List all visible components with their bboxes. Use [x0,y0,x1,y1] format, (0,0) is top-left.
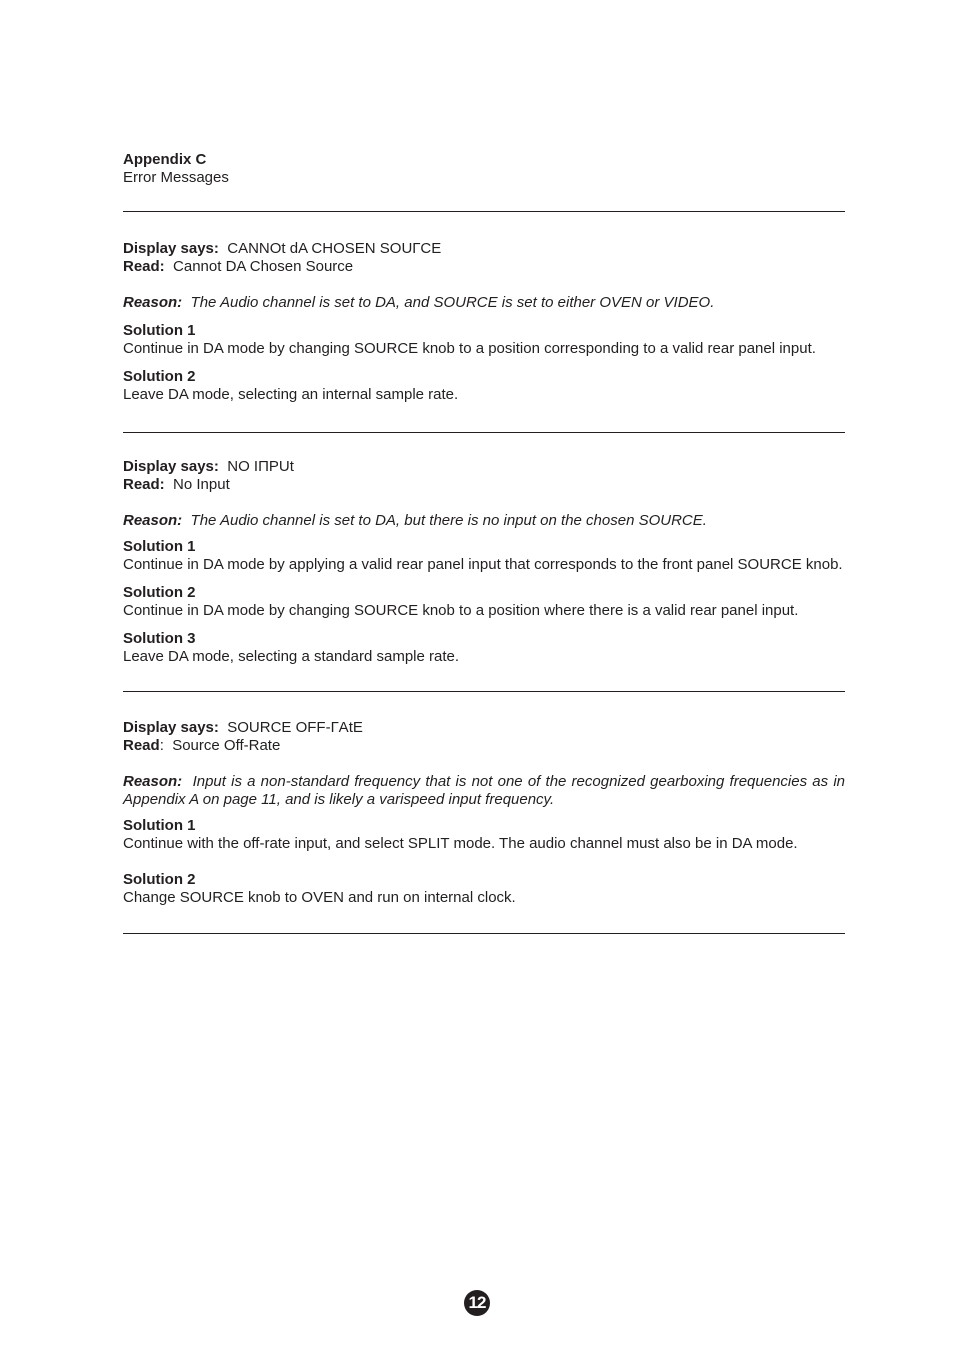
appendix-header [123,151,845,187]
error-entry-no-input [123,458,845,666]
read-label: Read: [123,258,165,275]
display-text: NO IПPUt [227,458,294,475]
display-says-label: Display says: [123,719,219,736]
error-entry-source-off-rate: Display says: SOURCE OFF-ГAtE Read: Source Off-Rate Reason: Input is a non-standard frequency that is not one of the recognized gearboxing frequencies as in Appendix A on page 11, and is likely a varispeed input frequency. Solution 1 Continue with the off-rate input, and select SPLIT mode. The audio channel must also be in DA mode. Solution 2 Change SOURCE knob to OVEN and run on internal clock. [123,719,845,906]
solution-text: Continue with the off-rate input, and select SPLIT mode. The audio channel must also be in DA mode. [123,835,798,852]
display-says-label: Display says: [123,458,219,475]
solution-title: Solution 1 [123,538,196,555]
solution-text: Leave DA mode, selecting an internal sample rate. [123,386,459,403]
read-text: Cannot DA Chosen Source [173,258,354,275]
solution-text: Change SOURCE knob to OVEN and run on internal clock. [123,889,516,906]
reason-label: Reason: [123,512,183,529]
read-label: Read: [123,476,165,493]
reason-label: Reason: [123,773,183,790]
read-text: No Input [173,476,230,493]
solution-text: Leave DA mode, selecting a standard sample rate. [123,648,460,665]
page-number-badge: 12 [464,1290,490,1316]
reason-text: The Audio channel is set to DA, and SOURCE is set to either OVEN or VIDEO. [190,294,715,311]
solution-title: Solution 2 [123,871,196,888]
divider [123,933,845,934]
solution-text: Continue in DA mode by changing SOURCE knob to a position where there is a valid rear panel input. [123,602,799,619]
appendix-title: Appendix C [123,151,207,168]
reason-text: The Audio channel is set to DA, but there is no input on the chosen SOURCE. [190,512,707,529]
read-label: Read [123,737,160,754]
solution-text: Continue in DA mode by applying a valid rear panel input that corresponds to the front panel SOURCE knob. [123,556,843,573]
solution-title: Solution 3 [123,630,196,647]
solution-title: Solution 2 [123,584,196,601]
display-says-label: Display says: [123,240,219,257]
appendix-subtitle: Error Messages [123,169,229,186]
reason-text: Input is a non-standard frequency that is not one of the recognized gearboxing frequencies as in Appendix A on page 11, and is likely a varispeed input frequency. [123,773,845,808]
display-text: SOURCE OFF-ГAtE [227,719,363,736]
solution-title: Solution 2 [123,368,196,385]
error-entry-cannot-da-chosen-source [123,240,845,404]
solution-text: Continue in DA mode by changing SOURCE knob to a position corresponding to a valid rear panel input. [123,340,816,357]
reason-label: Reason: [123,294,183,311]
solution-title: Solution 1 [123,322,196,339]
document-body [123,151,845,934]
solution-title: Solution 1 [123,817,196,834]
display-text: CANNOt dA CHOSEN SOUГCE [227,240,442,257]
read-text: Source Off-Rate [172,737,281,754]
